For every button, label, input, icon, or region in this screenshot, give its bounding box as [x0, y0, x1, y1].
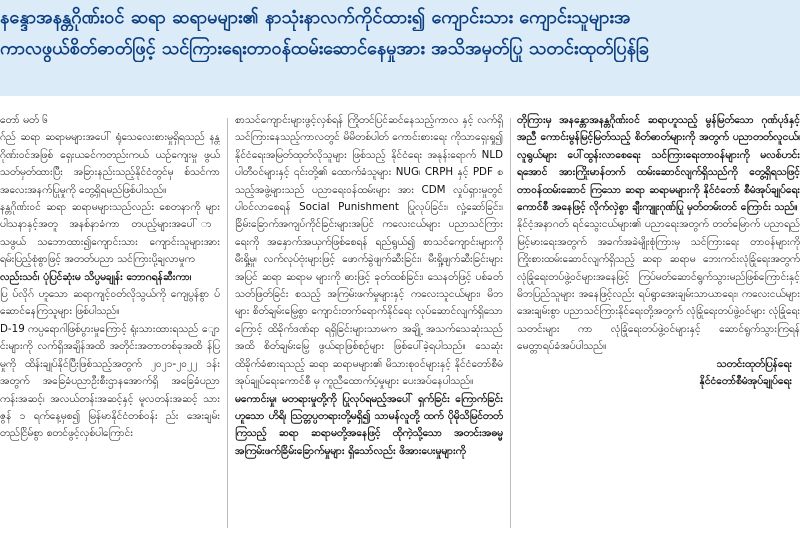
- article-column-1: [0, 112, 220, 530]
- signature-line-1: သတင်းထုတ်ပြန်ရေး: [716, 357, 792, 370]
- headline-banner: [0, 0, 800, 96]
- headline-line-1: နန္ဒောအနန္တဂိုဏ်းဝင် ဆရာ ဆရာမများ၏ နာသုံးနာလက်ကိုင်ထား၍ ကျောင်းသား ကျောင်းသူများအ: [0, 7, 631, 28]
- dateline: တော် မတ် ၆: [0, 114, 49, 126]
- headline-line-2: ကာလဖွယ်စိတ်ဓာတ်ဖြင့် သင်ကြားရေးတာဝန်ထမ်းဆောင်နေမှုအား အသိအမှတ်ပြု သတင်းထုတ်ပြန်ခြ: [0, 38, 650, 59]
- paragraph: D-19 ကပ္ပရောဂါဖြစ်ပွားမှုကြောင့် ရုံးသားထားရသည် ျောင်းများကို လက်ရှိအချိန်အထိ အတိုင်းအတာတစ်ခုအထိ န်ပြမှုကို ထိန်းချုပ်နိုင်ပြီးဖြစ်သည့်အတွက် ၂၀၂၁-၂၀၂၂ ၁န်းအတွက် အခြေခံပညာဦးစီးဌာနအောက်ရှိ အခြေခံပညာ ကန်းအဆင့်၊ အလယ်တန်းအဆင့်နှင့် မူလတန်းအဆင့် သား ဇွန် ၁ ရက်နေ့မှစ၍ မြန်မာနိုင်ငံတစ်ဝန်း ည်း အေးချမ်းတည်ငြိမ်စွာ စတင်ဖွင့်လှစ်ပါကြောင်း: [0, 322, 220, 440]
- article-column-2: [235, 112, 503, 530]
- article-column-3: [517, 112, 800, 530]
- signature-line-2: နိုင်ငံတော်စီမံအုပ်ချုပ်ရေး: [699, 375, 792, 388]
- paragraph: နန္တဂိုဏ်းဝင် ဆရာ ဆရာမများသည်လည်း စေတနာကို များ ပါသနာနှင့်အတူ အနစ်နာခံကာ တပည့်များအပေါ် ာသဖွယ် သဘောထား၍ကျောင်းသား ကျောင်းသူများအား ရမ်းပြည့်စုံစွာဖြင့် အတတ်ပညာ သင်ကြားပို့ချလာမှုက: [0, 201, 220, 266]
- paragraph: တိုကြားမှ အနန္တောအနန္တဂိုဏ်းဝင် ဆရာဟူသည့် မွန်မြတ်သော ဂုဏ်ပုဒ်နှင့်အညီ ကောင်းမွန်မြင့်မြတ်သည့် စိတ်ဓာတ်များကို အတွက် ပညာတတ်လူငယ်၊ လူရွယ်များ ပေါ်ထွန်းလာစေရေး သင်ကြားရေးတာဝန်များကို မလစ်ဟင်းရအောင် အားကြိုးမာန်တက် ထမ်းဆောင်လျက်ရှိသည်ကို တွေ့ရှိရသဖြင့် တာဝန်ထမ်းဆောင် ကြသော ဆရာ ဆရာမများကို နိုင်ငံတော် စီမံအုပ်ချုပ်ရေးကောင်စီ အနေဖြင့် လိုက်လှဲစွာ ချီးကျူးဂုဏ်ပြု မှတ်တမ်းတင် ကြောင်း သည်။: [517, 114, 800, 214]
- paragraph: ဂ်ည် ဆရာ ဆရာမများအပေါ် ရုံသေလေးစားမှုရှိရသည် နန္တဂိုဏ်းဝင်အဖြစ် ရှေးယခင်ကတည်းကယ် ယဉ်ကျေးမှု ဖွယ် သတ်မှတ်ထားပြီး အခြားနည်းသည့်နိုင်ငံတွင်မှ စ်သင်ကာ အလေးအနက်ပြုမှုကို တွေ့ရှိရမည်ဖြစ်ပါသည်။: [0, 131, 220, 196]
- paragraph: ပြ ပ်လိုဂ် ဟူသော ဆရာကျင့်ဝတ်လိုသွယ်ကို ကျေပွန်စွာ ပ်ဆောင်နေကြသူများ ဖြစ်ပါသည်။: [0, 288, 220, 318]
- bold-quote: လည်းသင်၊ ပုံပြင်ဆုံးမ သိပ္ပမချုန်း ဘောဂရန်ဆီးကာ၊: [0, 270, 192, 283]
- bold-paragraph: မကောင်းမှု၊ မတရားမှုတို့ကို ပြုလုပ်ရမည့်အပေါ် ရှက်ခြင်း ကြောက်ခြင်းဟူသော ဟိရိ၊ ဩတ္တပ္ပတရားတို့မရှိ၍ သာမန်လူတို့ ထက် ပိုမိုသိမြင်တတ်ကြသည့် ဆရာ ဆရာမတို့အနေဖြင့် ထိုကဲ့သို့သော အတင်းအဓမ္မ အကြမ်းဖက်ခြိမ်းခြောက်မှုများ ရှိသော်လည်း ဖိအားပေးမှုများကို: [235, 392, 503, 457]
- article-body: [0, 112, 800, 532]
- paragraph: နိုင်ငံ့အနာဂတ် ရင်သွေးငယ်များ၏ ပညာရေးအတွက် တတ်မြောက် ပညာရည် မြင့်မားရေးအတွက် အခက်အခဲမျိုးစုံကြားမှ သင်ကြားရေး တာဝန်များကို ကြိုးစားထမ်းဆောင်လျက်ရှိသည့် ဆရာ ဆရာမ ဘေးကင်းလုံခြုံရေးအတွက် လုံခြုံရေးတပ်ဖွဲ့ဝင်များအနေဖြင့် ကြပ်မတ်ဆောင်ရွက်သွားမည်ဖြစ်ကြောင်းနှင့် မိဘပြည်သူများ အနေဖြင့်လည်း ရပ်ရွာအေးချမ်းသာယာရေး၊ ကလေးငယ်များ အေးချမ်းစွာ ပညာသင်ကြားနိုင်ရေးတို့အတွက် လုံခြုံရေးတပ်ဖွဲ့ဝင်များ လုံခြုံရေးသတင်းများ ကာ လုံခြုံရေးတပ်ဖွဲ့ဝင်များနှင့် ဆောင်ရွက်သွားကြရန် မေတ္တာရပ်ခံအပ်ပါသည်။: [517, 218, 800, 353]
- paragraph: စာသင်ကျောင်းများဖွင့်လှစ်ရန် ကြိုတင်ပြင်ဆင်နေသည့်ကာလ နှင့် လက်ရှိသင်ကြားနေသည့်ကာလတွင် မိမိတစ်ပါတ် ကောင်းစားရေး ကိုသာရှေးရှု၍ နိုင်ငံရေးအမြတ်ထုတ်လိုသူများ ဖြစ်သည့် နိုင်ငံရေး အနုန်းရောက် NLD ပါတီဝင်များနှင့် ၎င်းတို့၏ ထောက်ခံသူများ NUG၊ CRPH နှင့် PDF စသည့်အဖွဲ့များသည် ပညာရေးဝန်ထမ်းများ အား CDM လှုပ်ရှားမှုတွင် ပါဝင်လာစေရန် Social Punishment ပြုလုပ်ခြင်း၊ လှုံ့ဆော်ခြင်း၊ ခြိမ်းခြောက်အကျပ်ကိုင်ခြင်းများအပြင် ကလေးငယ်များ ပညာသင်ကြားရေးကို အနှောက်အယှက်ဖြစ်စေရန် ရည်ရွယ်၍ စာသင်ကျောင်းများကို မီးရှို့မှု၊ လက်လုပ်ဗုံးများဖြင့် ဖောက်ခွဲဖျက်ဆီးခြင်း၊ မီးရှို့ဖျက်ဆီးခြင်းများအပြင် ဆရာ ဆရာမ များကို ဓားဖြင့် ခုတ်ထစ်ခြင်း၊ သေနတ်ဖြင့် ပစ်ခတ်သတ်ဖြတ်ခြင်း စသည့် အကြမ်းဖက်မှုများနှင့် ကလေးသူငယ်များ၊ မိဘများ စိတ်ချမ်းမြေ့စွာ ကျောင်းတက်ရောက်နိုင်ရေး လုပ်ဆောင်လျက်ရှိသော ကြောင့် ထိခိုက်ဒဏ်ရာ ရရှိခြင်းများသာမက အချို့ အသက်သေဆုံးသည်အထိ စိတ်ချမ်းမြေ့ ဖွယ်ရာဖြစ်စဉ်များ ဖြစ်ပေါ်ခဲ့ရပါသည်။ သေဆုံးထိခိုက်ခံစားရသည့် ဆရာ ဆရာမများ၏ မိသားစုဝင်များနှင့် နိုင်ငံတော်စီမံအုပ်ချုပ်ရေးကောင်စီ မှ ကူညီထောက်ပံ့မှုများ ပေးအပ်နေပါသည်။: [235, 114, 503, 388]
